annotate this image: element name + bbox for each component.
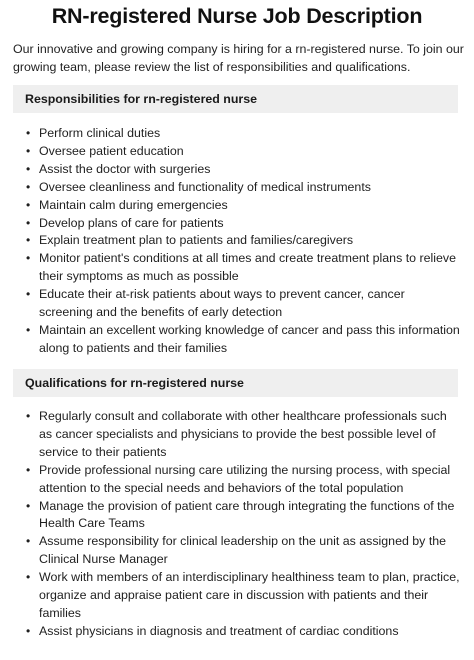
list-item-text: Monitor patient's conditions at all times and create treatment plans to relieve their symptoms as much as possible — [39, 251, 456, 284]
list-item-text: Assist the doctor with surgeries — [39, 161, 211, 176]
list-item-text: Perform clinical duties — [39, 126, 161, 140]
list-item — [13, 161, 461, 179]
list-item — [13, 143, 461, 161]
list-item-text: Regularly consult and collaborate with other healthcare professionals such as cancer specialists and physicians to provide the best possible level of service to their patients — [39, 409, 447, 459]
list-item — [13, 462, 461, 498]
bullet-icon: • — [26, 143, 31, 158]
bullet-icon: • — [26, 570, 31, 585]
list-item — [13, 197, 461, 215]
bullet-icon: • — [26, 498, 31, 513]
bullet-icon: • — [26, 623, 31, 638]
responsibilities-list — [13, 125, 461, 358]
list-item-text: Explain treatment plan to patients and families/caregivers — [39, 233, 354, 248]
list-item-text: Develop plans of care for patients — [39, 215, 224, 230]
list-item — [13, 286, 461, 322]
list-item-text: Assume responsibility for clinical leadership on the unit as assigned by the Clinical Nurse Manager — [39, 534, 447, 567]
bullet-icon: • — [26, 215, 31, 230]
list-item — [13, 215, 461, 233]
qualifications-list — [13, 408, 461, 641]
responsibilities-heading: Responsibilities for rn-registered nurse — [13, 85, 458, 113]
list-item — [13, 125, 461, 143]
bullet-icon: • — [26, 251, 31, 266]
qualifications-heading: Qualifications for rn-registered nurse — [13, 369, 458, 397]
intro-paragraph: Our innovative and growing company is hiring for a rn-registered nurse. To join our growing team, please review the list of responsibilities and qualifications. — [13, 42, 464, 74]
list-item-text: Assist physicians in diagnosis and treatment of cardiac conditions — [39, 623, 399, 638]
list-item-text: Provide professional nursing care utilizing the nursing process, with special attention to the special needs and behaviors of the total population — [39, 462, 451, 495]
bullet-icon: • — [26, 197, 31, 212]
bullet-icon: • — [26, 233, 31, 248]
list-item — [13, 408, 461, 462]
bullet-icon: • — [26, 462, 31, 477]
bullet-icon: • — [26, 126, 31, 140]
bullet-icon: • — [26, 534, 31, 549]
list-item — [13, 250, 461, 286]
list-item — [13, 533, 461, 569]
list-item — [13, 232, 461, 250]
list-item — [13, 498, 461, 534]
list-item-text: Oversee patient education — [39, 143, 184, 158]
list-item-text: Work with members of an interdisciplinary healthiness team to plan, practice, organize and appraise patient care in discussion with patients and their families — [39, 570, 460, 620]
list-item — [13, 569, 461, 623]
bullet-icon: • — [26, 161, 31, 176]
list-item-text: Manage the provision of patient care through integrating the functions of the Health Care Teams — [39, 498, 455, 531]
list-item-text: Maintain calm during emergencies — [39, 197, 228, 212]
bullet-icon: • — [26, 287, 31, 302]
bullet-icon: • — [26, 322, 31, 337]
bullet-icon: • — [26, 409, 31, 423]
list-item-text: Maintain an excellent working knowledge of cancer and pass this information along to patients and their families — [39, 322, 460, 355]
page-title: RN-registered Nurse Job Description — [51, 4, 423, 28]
list-item-text: Oversee cleanliness and functionality of medical instruments — [39, 179, 371, 194]
list-item — [13, 623, 461, 641]
list-item — [13, 322, 461, 358]
bullet-icon: • — [26, 179, 31, 194]
list-item — [13, 179, 461, 197]
list-item-text: Educate their at-risk patients about ways to prevent cancer, cancer screening and the benefits of early detection — [39, 287, 405, 320]
